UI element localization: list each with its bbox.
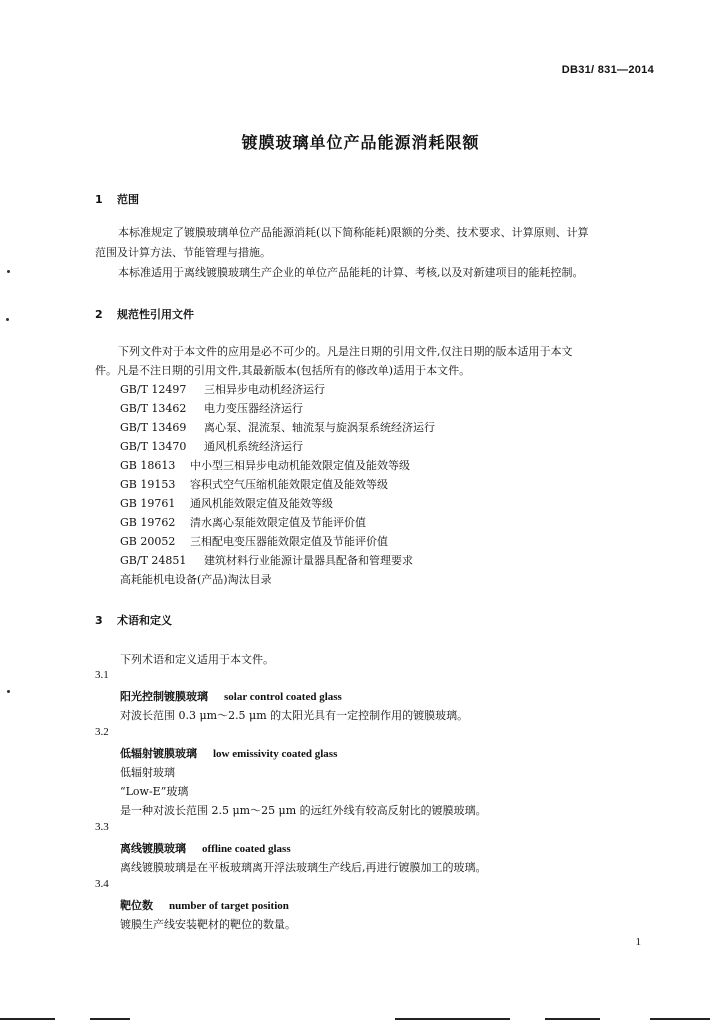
reference-item [120,552,413,568]
term-zh: 离线镀膜玻璃 [120,842,186,855]
term-zh: 靶位数 [120,899,153,912]
section-3-heading [95,612,172,628]
page-number: 1 [635,936,641,948]
section-title: 范围 [117,193,139,206]
reference-code: GB/T 13469 [120,421,187,434]
reference-title: 离心泵、混流泵、轴流泵与旋涡泵系统经济运行 [204,421,435,434]
scan-speck [7,270,10,273]
term-en: number of target position [169,900,289,912]
reference-code: GB 20052 [120,535,176,548]
term-en: offline coated glass [202,843,291,855]
reference-code: GB/T 13462 [120,402,187,415]
reference-title: 建筑材料行业能源计量器具配备和管理要求 [204,554,413,567]
section-number: 3 [95,614,103,627]
reference-item [120,438,303,454]
term-definition: 离线镀膜玻璃是在平板玻璃离开浮法玻璃生产线后,再进行镀膜加工的玻璃。 [120,861,487,874]
document-code: DB31/ 831—2014 [561,64,654,76]
reference-title: 中小型三相异步电动机能效限定值及能效等级 [190,459,410,472]
term-definition: 镀膜生产线安装靶材的靶位的数量。 [120,918,296,931]
reference-item [120,476,388,492]
reference-item [120,381,325,397]
reference-code: GB/T 13470 [120,440,187,453]
reference-code: GB 19762 [120,516,176,529]
terms-intro: 下列术语和定义适用于本文件。 [120,653,274,666]
reference-code: GB/T 24851 [120,554,187,567]
section-number: 2 [95,308,103,321]
reference-code: GB 19153 [120,478,176,491]
term-definition: 对波长范围 0.3 μm～2.5 μm 的太阳光具有一定控制作用的镀膜玻璃。 [120,709,469,722]
reference-item [120,400,303,416]
reference-item [120,514,366,530]
term-number: 3.2 [95,726,109,738]
scan-speck [7,690,10,693]
term-en: solar control coated glass [224,691,342,703]
term-en: low emissivity coated glass [213,748,338,760]
scan-speck [6,318,9,321]
term-heading [120,745,337,761]
term-number: 3.4 [95,878,109,890]
scan-edge-line [395,1018,510,1020]
reference-title: 通风机能效限定值及能效等级 [190,497,333,510]
reference-code: GB 18613 [120,459,176,472]
term-number: 3.3 [95,821,109,833]
section-number: 1 [95,193,103,206]
reference-title: 清水离心泵能效限定值及节能评价值 [190,516,366,529]
reference-title: 三相异步电动机经济运行 [204,383,325,396]
reference-item-last: 高耗能机电设备(产品)淘汰目录 [120,573,272,586]
term-zh: 阳光控制镀膜玻璃 [120,690,208,703]
scan-edge-line [0,1018,55,1020]
reference-item [120,457,410,473]
term-zh: 低辐射镀膜玻璃 [120,747,197,760]
scope-paragraph-line1: 本标准规定了镀膜玻璃单位产品能源消耗(以下简称能耗)限额的分类、技术要求、计算原则、计算 [118,226,589,239]
reference-item [120,419,435,435]
term-heading [120,688,342,704]
term-heading [120,840,291,856]
reference-title: 电力变压器经济运行 [204,402,303,415]
section-1-heading [95,191,139,207]
reference-title: 三相配电变压器能效限定值及节能评价值 [190,535,388,548]
term-number: 3.1 [95,669,109,681]
section-2-heading [95,306,194,322]
page-title: 镀膜玻璃单位产品能源消耗限额 [241,133,480,152]
scan-edge-line [545,1018,600,1020]
reference-title: 通风机系统经济运行 [204,440,303,453]
scope-paragraph-line2: 范围及计算方法、节能管理与措施。 [95,246,271,259]
reference-code: GB 19761 [120,497,176,510]
section-title: 规范性引用文件 [117,308,194,321]
section-title: 术语和定义 [117,614,172,627]
term-alternative: 低辐射玻璃 [120,766,175,779]
reference-item [120,495,333,511]
scope-paragraph-2: 本标准适用于离线镀膜玻璃生产企业的单位产品能耗的计算、考核,以及对新建项目的能耗控制。 [118,266,584,279]
scan-edge-line [90,1018,130,1020]
reference-code: GB/T 12497 [120,383,187,396]
normative-intro-line1: 下列文件对于本文件的应用是必不可少的。凡是注日期的引用文件,仅注日期的版本适用于本文 [118,345,573,358]
reference-title: 容积式空气压缩机能效限定值及能效等级 [190,478,388,491]
term-heading [120,897,289,913]
normative-intro-line2: 件。凡是不注日期的引用文件,其最新版本(包括所有的修改单)适用于本文件。 [95,364,471,377]
term-definition: 是一种对波长范围 2.5 μm～25 μm 的远红外线有较高反射比的镀膜玻璃。 [120,804,487,817]
reference-item [120,533,388,549]
scan-edge-line [650,1018,710,1020]
term-alternative: “Low-E”玻璃 [120,785,189,798]
